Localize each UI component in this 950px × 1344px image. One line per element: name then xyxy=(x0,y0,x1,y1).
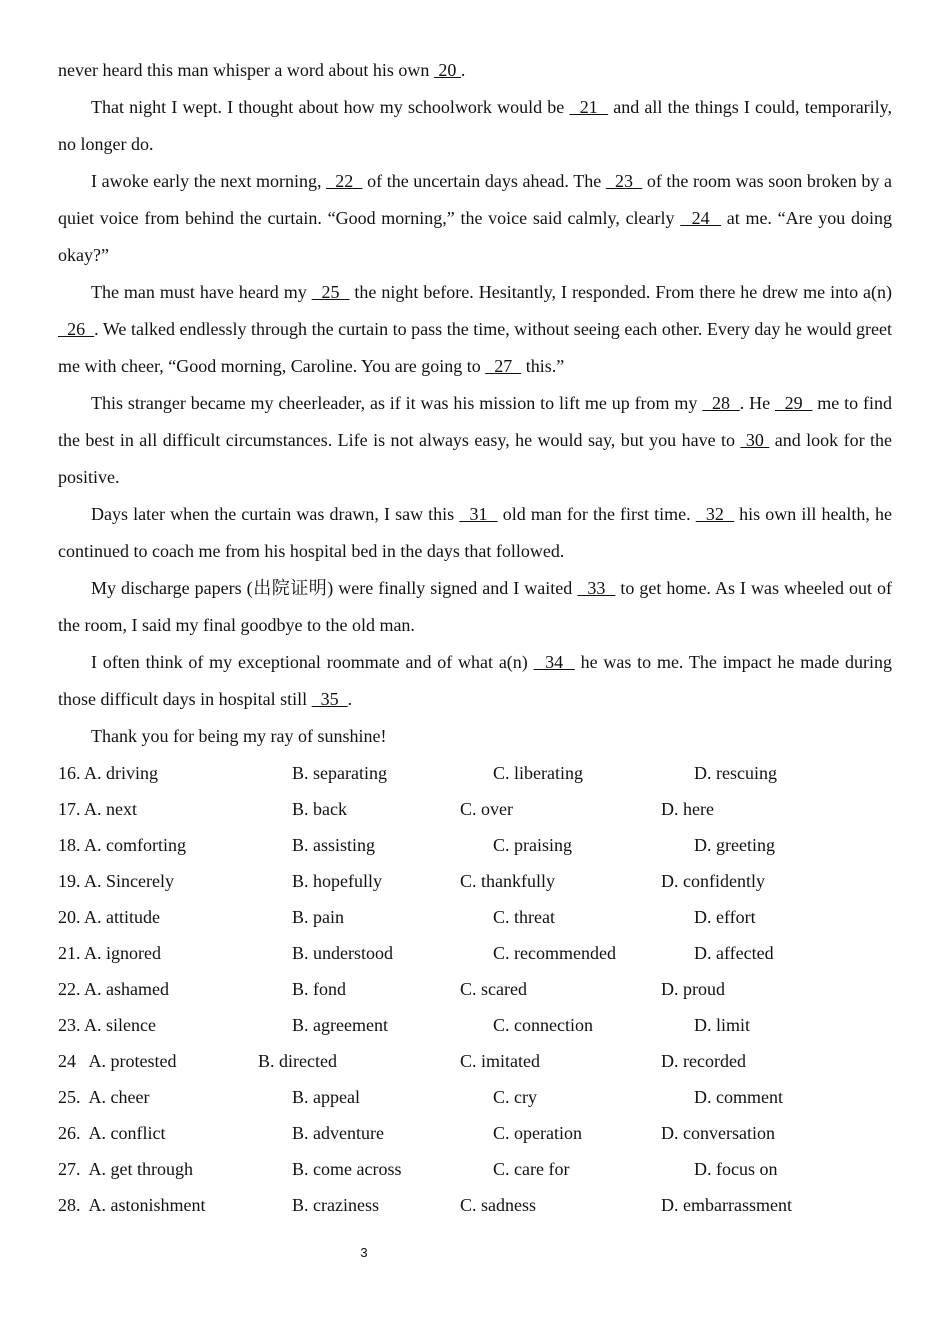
option-d: D. affected xyxy=(694,943,774,963)
option-row xyxy=(58,791,892,827)
answer-blank: 25 xyxy=(311,282,350,302)
answer-blank: 24 xyxy=(680,208,722,228)
passage-paragraphs xyxy=(58,52,892,755)
paragraph-text: of the room was soon broken by a quiet voice from behind the curtain. “Good morning,” the voice said calmly, clearly xyxy=(58,171,893,228)
option-d: D. here xyxy=(661,799,714,819)
answer-blank: 32 xyxy=(695,504,735,524)
option-c: C. care for xyxy=(493,1159,570,1179)
paragraph-text: at me. “Are you doing okay?” xyxy=(58,208,893,265)
paragraph-text: . He xyxy=(739,393,775,413)
option-d: D. proud xyxy=(661,979,725,999)
option-a: 19. A. Sincerely xyxy=(58,871,174,891)
option-c: C. sadness xyxy=(460,1195,536,1215)
option-a: 18. A. comforting xyxy=(58,835,186,855)
option-b: B. hopefully xyxy=(292,871,382,891)
option-d: D. conversation xyxy=(661,1123,775,1143)
paragraph xyxy=(58,644,892,718)
option-d: D. effort xyxy=(694,907,756,927)
option-b: B. come across xyxy=(292,1159,402,1179)
page-number: 3 xyxy=(360,1245,368,1260)
option-a: 20. A. attitude xyxy=(58,907,160,927)
paragraph-text: this.” xyxy=(521,356,565,376)
paragraph-text: of the uncertain days ahead. The xyxy=(362,171,606,191)
option-d: D. focus on xyxy=(694,1159,778,1179)
option-c: C. scared xyxy=(460,979,527,999)
option-row xyxy=(58,755,892,791)
option-c: C. thankfully xyxy=(460,871,555,891)
paragraph xyxy=(58,52,892,89)
option-row xyxy=(58,1187,892,1223)
answer-blank: 34 xyxy=(533,652,575,672)
option-a: 27. A. get through xyxy=(58,1159,193,1179)
option-row xyxy=(58,863,892,899)
option-a: 22. A. ashamed xyxy=(58,979,169,999)
option-b: B. directed xyxy=(258,1051,337,1071)
paragraph-text: the night before. Hesitantly, I responded. From there he drew me into a(n) xyxy=(349,282,893,302)
option-b: B. adventure xyxy=(292,1123,384,1143)
option-c: C. liberating xyxy=(493,763,583,783)
paragraph-text: The man must have heard my xyxy=(91,282,312,302)
answer-blank: 27 xyxy=(485,356,522,376)
option-a: 28. A. astonishment xyxy=(58,1195,206,1215)
option-b: B. craziness xyxy=(292,1195,379,1215)
paragraph-text: . xyxy=(460,60,466,80)
option-a: 25. A. cheer xyxy=(58,1087,150,1107)
answer-blank: 22 xyxy=(326,171,363,191)
option-d: D. rescuing xyxy=(694,763,777,783)
paragraph-text: old man for the first time. xyxy=(497,504,696,524)
paragraph-text: . xyxy=(347,689,353,709)
option-c: C. imitated xyxy=(460,1051,540,1071)
paragraph-text: My discharge papers (出院证明) were finally signed and I waited xyxy=(91,578,578,598)
paragraph-text: Days later when the curtain was drawn, I saw this xyxy=(91,504,460,524)
paragraph xyxy=(58,496,892,570)
option-row xyxy=(58,1115,892,1151)
answer-blank: 21 xyxy=(569,97,609,117)
option-b: B. assisting xyxy=(292,835,376,855)
paragraph xyxy=(58,570,892,644)
option-row xyxy=(58,899,892,935)
option-b: B. separating xyxy=(292,763,387,783)
option-b: B. agreement xyxy=(292,1015,388,1035)
paragraph-text: to get home. As I was wheeled out of the room, I said my final goodbye to the old man. xyxy=(58,578,892,635)
paragraph-text: I often think of my exceptional roommate and of what a(n) xyxy=(91,652,534,672)
paragraph-text: This stranger became my cheerleader, as if it was his mission to lift me up from my xyxy=(91,393,703,413)
option-a: 16. A. driving xyxy=(58,763,159,783)
paragraph xyxy=(58,385,892,496)
answer-blank: 33 xyxy=(577,578,616,598)
option-a: 23. A. silence xyxy=(58,1015,156,1035)
paragraph-text: I awoke early the next morning, xyxy=(91,171,327,191)
paragraph-text: me to find the best in all difficult circumstances. Life is not always easy, he would say, but you have to xyxy=(58,393,892,450)
option-c: C. over xyxy=(460,799,513,819)
answer-blank: 26 xyxy=(58,319,95,339)
option-d: D. greeting xyxy=(694,835,775,855)
paragraph xyxy=(58,274,892,385)
answer-blank: 31 xyxy=(459,504,498,524)
option-d: D. recorded xyxy=(661,1051,746,1071)
paragraph-text: . We talked endlessly through the curtain to pass the time, without seeing each other. Every day he would greet me with cheer, “Good morning, Caroline. You are going to xyxy=(58,319,892,376)
answer-blank: 30 xyxy=(740,430,770,450)
option-c: C. threat xyxy=(493,907,555,927)
paragraph-text: and look for the positive. xyxy=(58,430,893,487)
answer-blank: 23 xyxy=(605,171,643,191)
paragraph xyxy=(58,89,892,163)
option-row xyxy=(58,1151,892,1187)
option-b: B. fond xyxy=(292,979,346,999)
option-row xyxy=(58,1079,892,1115)
option-a: 17. A. next xyxy=(58,799,137,819)
option-b: B. appeal xyxy=(292,1087,360,1107)
paragraph xyxy=(58,718,892,755)
option-c: C. cry xyxy=(493,1087,537,1107)
option-c: C. connection xyxy=(493,1015,593,1035)
paragraph-text: he was to me. The impact he made during those difficult days in hospital still xyxy=(58,652,893,709)
paragraph-text: That night I wept. I thought about how my schoolwork would be xyxy=(91,97,570,117)
option-row xyxy=(58,971,892,1007)
option-b: B. back xyxy=(292,799,347,819)
answer-blank: 20 xyxy=(433,60,461,80)
option-b: B. understood xyxy=(292,943,393,963)
option-d: D. embarrassment xyxy=(661,1195,792,1215)
option-a: 21. A. ignored xyxy=(58,943,161,963)
option-d: D. confidently xyxy=(661,871,765,891)
answer-blank: 29 xyxy=(774,393,813,413)
paragraph-text: his own ill health, he continued to coach me from his hospital bed in the days that followed. xyxy=(58,504,892,561)
option-c: C. praising xyxy=(493,835,572,855)
paragraph xyxy=(58,163,892,274)
option-row xyxy=(58,827,892,863)
option-row xyxy=(58,1007,892,1043)
option-row xyxy=(58,1043,892,1079)
answer-blank: 28 xyxy=(702,393,740,413)
paragraph-text: never heard this man whisper a word about his own xyxy=(58,60,434,80)
option-row xyxy=(58,935,892,971)
option-d: D. limit xyxy=(694,1015,751,1035)
option-c: C. recommended xyxy=(493,943,616,963)
options-list xyxy=(58,755,892,1223)
paragraph-text: and all the things I could, temporarily, no longer do. xyxy=(58,97,893,154)
answer-blank: 35 xyxy=(311,689,348,709)
paragraph-text: Thank you for being my ray of sunshine! xyxy=(91,726,387,746)
option-a: 26. A. conflict xyxy=(58,1123,166,1143)
option-c: C. operation xyxy=(493,1123,582,1143)
passage xyxy=(58,52,892,1223)
option-b: B. pain xyxy=(292,907,344,927)
option-a: 24 A. protested xyxy=(58,1051,177,1071)
option-d: D. comment xyxy=(694,1087,783,1107)
